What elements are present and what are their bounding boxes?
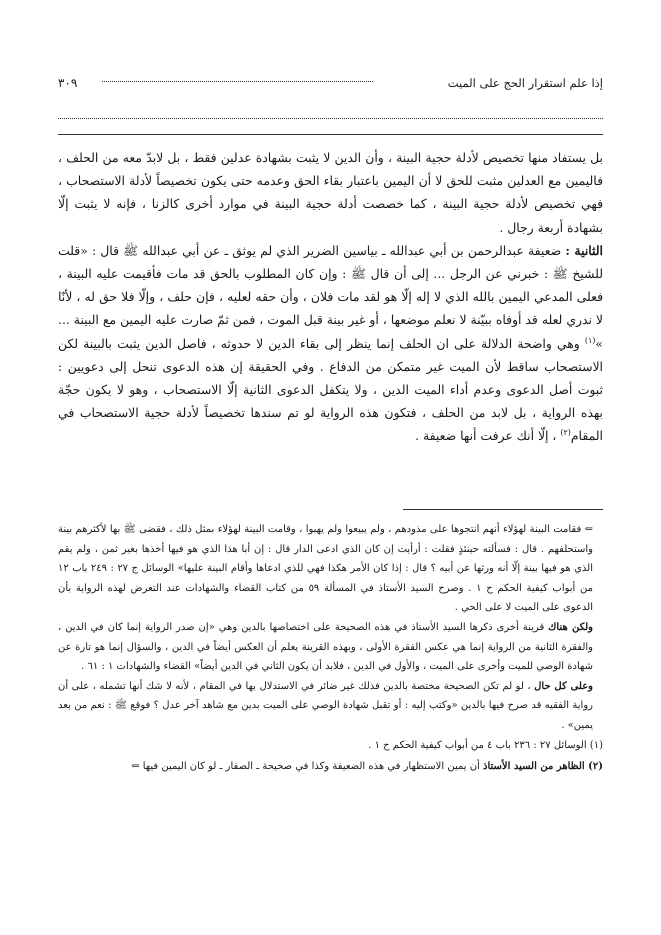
footnote-1: (١) الوسائل ٢٧ : ٢٣٦ باب ٤ من أبواب كيفية الحكم ح ١ . [368, 739, 603, 751]
footnote-2-body: أن يمين الاستظهار في هذه الضعيفة وكذا في صحيحة ـ الصفار ـ لو كان اليمين فيها ⇐ [131, 761, 483, 773]
paragraph-1: بل يستفاد منها تخصيص لأدلة حجية البينة ، وأن الدين لا يثبت بشهادة عدلين فقط ، بل لابدّ معه من الحلف ، فاليمين مع العدلين مثبت للحق لا أن اليمين باعتبار بقاء الحق وعدمه حتى يكون تخصيصاً لأدلة الاستصحاب ، فهي تخصيص لأدلة حجية البينة ، كما خصصت أدلة حجية البينة في موارد أخرى كالزنا ، فإنه لا يثبت إلّا بشهادة أربعة رجال . [58, 150, 603, 235]
footnote-continued: ⇐ فقامت البينة لهؤلاء أنهم انتجوها على مذودهم ، ولم يبيعوا ولم يهبوا ، وقامت البينة لهؤلاء بمثل ذلك ، فقضى ﷺ بها لأكثرهم بينة واستحلفهم . قال : فسألته حينئذٍ فقلت : أرأيت إن كان الذي ادعى الدار قال : إن أبا هذا الذي هو فيها أخذها بغير ثمن ، ولم يقم الذي هو فيها بينة إلّا أنه ورثها عن أبيه ؟ قال : إذا كان الأمر هكذا فهي للذي ادعاها وأقام البينة عليها» الوسائل ج ٢٧ : ٢٤٩ باب ١٢ من أبواب كيفية الحكم ح ١ . وصرح السيد الأستاذ في المسألة ٥٩ من كتاب القضاء والشهادات عند التعرض لهذه الرواية بأن الدعوى على الميت لا على الحي . [58, 524, 594, 614]
running-header [58, 74, 603, 92]
footnote-3-label: وعلى كل حال [534, 680, 593, 692]
running-title: إذا علم استقرار الحج على الميت [447, 76, 603, 90]
header-dot-leader [102, 81, 373, 82]
footnotes [58, 520, 603, 777]
page-number: ٣٠٩ [58, 76, 78, 90]
paragraph-2-end: ، إلّا أنك عرفت أنها ضعيفة . [415, 428, 561, 444]
footnote-2-label: ولكن هناك [548, 621, 593, 633]
footnote-rule [403, 509, 603, 510]
header-rule [58, 134, 603, 135]
footnote-ref-2: (٢) [560, 428, 571, 438]
footnote-2-heading: (٢) الظاهر من السيد الأستاذ [483, 761, 603, 773]
main-text [58, 146, 603, 448]
footnote-ref-1: (١) [584, 335, 596, 345]
footnote-paragraph-2 [58, 618, 603, 677]
footnote-paragraph-3 [58, 677, 603, 736]
paragraph-2-text: ضعيفة عبدالرحمن بن أبي عبدالله ـ بياسين الضرير الذي لم يوثق ـ عن أبي عبدالله ﷺ قال : «قلت للشيخ ﷺ : خبرني عن الرجل ... إلى أن قال ﷺ : وإن كان المطلوب بالحق قد مات فأقيمت عليه البينة ، فعلى المدعي اليمين بالله الذي لا إله إلّا هو لقد مات فلان ، وأن حقه لعليه ، فإن حلف ، وإلّا فلا حق له ، لأنّا لا ندري لعله قد أوفاه ببيّنة لا نعلم موضعها ، أو غير بينة قبل الموت ، فمن ثمّ صارت عليه اليمين مع البينة ... » [58, 242, 603, 351]
footnote-3-text: ، لو لم تكن الصحيحة مختصة بالدين فذلك غير ضائر في الاستدلال بها في المقام ، لأنه لا شك أنها تشمله ، على أن رواية الفقيه قد صرح فيها بالدين «وكتب إليه : أو تقبل شهادة الوصي على الميت بدين مع شاهد آخر عدل ؟ فوقع ﷺ : نعم من بعد يمين» . [58, 680, 593, 731]
paragraph-2-label: الثانية : [565, 242, 603, 258]
dotted-separator [58, 118, 603, 119]
footnote-2 [58, 757, 603, 777]
paragraph-2 [58, 239, 603, 448]
footnote-2-text: قرينة أخرى ذكرها السيد الأستاذ في هذه الصحيحة على اختصاصها بالدين وهي «إن صدر الرواية إنما كان في الدين ، والفقرة الثانية من الرواية إنما هي عكس الفقرة الأولى ، وبهذه القرينة يعلم أن العكس أيضاً في الدين ، والسؤال إنما هو تارة عن شهادة الوصي للميت وأخرى على الميت ، والأول في الدين ، فلابد أن يكون الثاني في الدين أيضاً» القضاء والشهادات ١ : ٦١ . [58, 621, 593, 673]
paragraph-2-continuation: وهي واضحة الدلالة على ان الحلف إنما ينظر إلى بقاء الدين لا حدوثه ، فاصل الدين يثبت بالبينة لكن الاستصحاب ساقط لأن الميت غير متمكن من الدفاع . وفي الحقيقة إن هذه الدعوى تنحل إلى دعويين : ثبوت أصل الدعوى وعدم أداء الميت الدين ، ولا يتكفل الدعوى الثانية إلّا الاستصحاب ، وهو لا يكون حجّة بهذه الرواية ، بل لابد من الحلف ، فتكون هذه الرواية لو تم سندها تخصيصاً لأدلة حجية الاستصحاب في المقام [58, 335, 603, 444]
